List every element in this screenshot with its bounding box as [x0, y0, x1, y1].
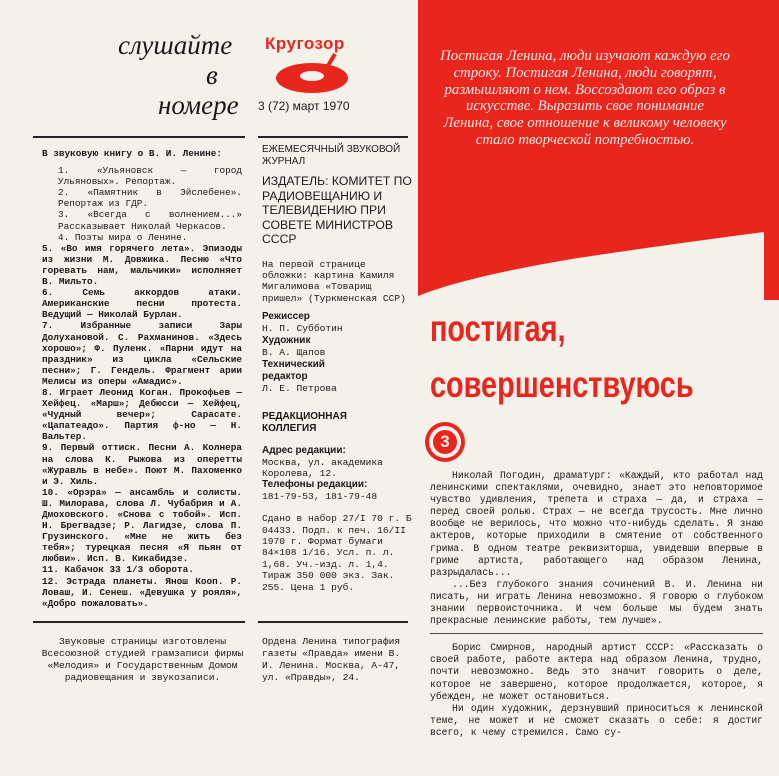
title-line-2: в — [206, 60, 218, 90]
divider — [33, 621, 245, 623]
divider — [33, 136, 245, 138]
divider — [258, 621, 408, 623]
list-item: 12. Эстрада планеты. Янош Кооп. Р. Ловаш, И. Сенеш. «Девушка у рояля», «Добро пожаловать». — [42, 575, 242, 609]
director-name: Н. П. Субботин — [262, 323, 343, 335]
article-paragraph: ...Без глубокого знания сочинений В. И. Ленина ни писать, ни играть Ленина невозможно. Я говорю о глубоком знании первоисточника. И чем больше мы будем знать прекрасные ленинские работы, тем лучше». — [430, 578, 763, 627]
publisher: ИЗДАТЕЛЬ: КОМИТЕТ ПО РАДИОВЕЩАНИЮ И ТЕЛЕВИДЕНИЮ ПРИ СОВЕТЕ МИНИСТРОВ СССР — [262, 174, 412, 246]
list-item: 6. Семь аккордов атаки. Американские песни протеста. Ведущий — Николай Бурлан. — [42, 287, 242, 321]
phones-label: Телефоны редакции: — [262, 479, 368, 491]
page-badge — [425, 422, 465, 462]
headline-line-1: постигая, — [430, 308, 566, 349]
record-icon — [265, 52, 360, 97]
list-item: 8. Играет Леонид Коган. Прокофьев — Хейфец. «Марш»; Дебюсси — Хейфец, «Чудный вечер»; Сарасате. «Цапатеадо». Партия ф-но — Н. Вальтер. — [42, 386, 242, 443]
list-item: 2. «Памятник в Эйслебене». Репортаж из ГДР. — [58, 187, 242, 210]
divider — [430, 633, 763, 634]
headline-line-2: совершенствуюсь — [430, 364, 694, 405]
address-label: Адрес редакции: — [262, 445, 346, 457]
journal-type: ЕЖЕМЕСЯЧНЫЙ ЗВУКОВОЙ ЖУРНАЛ — [262, 144, 401, 167]
contents-list — [42, 148, 242, 609]
list-item: 1. «Ульяновск — город Ульяновых». Репортаж. — [58, 165, 242, 188]
editorial-board: РЕДАКЦИОННАЯ КОЛЛЕГИЯ — [262, 411, 347, 435]
list-item: 9. Первый оттиск. Песни А. Колнера на слова К. Рыжова из оперетты «Журавль в небе». Поют М. Пахоменко и Э. Хиль. — [42, 442, 242, 487]
imprint — [262, 144, 412, 593]
issue-number: 3 (72) март 1970 — [258, 99, 350, 113]
contents-intro: В звуковую книгу о В. И. Ленине: — [42, 148, 223, 159]
logo-text: Кругозор — [265, 34, 345, 53]
director-label: Режиссер — [262, 311, 310, 323]
printer-credit: Ордена Ленина типография газеты «Правда» имени В. И. Ленина. Москва, А-47, ул. «Правды», 24. — [262, 636, 401, 683]
artist-name: В. А. Щапов — [262, 347, 326, 359]
phones: 181-79-53, 181-79-48 — [262, 491, 378, 503]
badge-number: 3 — [440, 432, 450, 451]
studio-credit: Звуковые страницы изготовлены Всесоюзной студией грамзаписи фирмы «Мелодия» и Государственным Домом радиовещания и звукозаписи. — [41, 636, 244, 683]
cover-note: На первой странице обложки: картина Камиля Мигалимова «Товарищ пришел» (Туркменская ССР) — [262, 258, 406, 304]
title-line-3: номере — [158, 90, 239, 120]
artist-label: Художник — [262, 335, 311, 347]
krugozor-logo — [265, 34, 360, 94]
list-item: 4. Поэты мира о Ленине. — [58, 231, 188, 243]
list-item: 5. «Во имя горячего лета». Эпизоды из жизни М. Довжика. Песню «Что горевать нам, мальчики» исполняет В. Мильто. — [42, 242, 242, 288]
address: Москва, ул. академика Королева, 12. — [262, 457, 383, 480]
red-banner-shape — [418, 0, 779, 300]
list-item: 3. «Всегда с волнением...» Рассказывает Николай Черкасов. — [58, 209, 242, 232]
quote: Постигая Ленина, люди изучают каждую его строку. Постигая Ленина, люди говорят, размышляют о нем. Воссоздают его образ в искусстве. Выразить свое понимание Ленина, свое отношение к великому человеку стало творческой потребностью. — [440, 48, 730, 148]
list-item: 7. Избранные записи Зары Долухановой. С. Рахманинов. «Здесь хорошо»; Ф. Пуленк. «Парни идут на праздник» из цикла «Сельские песни»; Г. Гендель. Фрагмент арии Мелисы из оперы «Амадис». — [42, 320, 242, 387]
tech-editor-name: Л. Е. Петрова — [262, 383, 337, 395]
article-body — [430, 470, 763, 739]
title-line-1: слушайте — [118, 30, 233, 60]
red-banner — [418, 0, 779, 300]
list-item: 10. «Орэра» — ансамбль и солисты. Ш. Милорава, слова Л. Чубабрия и А. Дмоховского. «Снова с тобой». Исп. Н. Брегвадзе; Р. Лагидзе, слова П. Грузинского. «Мне не жить без тебя»; турецкая песня «Я пьян от любви». Исп. В. Кикабидзе. — [42, 486, 242, 565]
tech-editor-label: Технический редактор — [262, 359, 325, 383]
article-paragraph: Николай Погодин, драматург: «Каждый, кто работал над ленинскими спектаклями, очевидно, знает это неповторимое чувство удивления, трепета и страха — да, и страха — перед своей ролью. Страх — не всегда трусость. Мне лично вообще не верилось, что можно что-нибудь сделать. Я знаю актеров, которые приходили в смятение от собственного грима. В одном театре реквизиторша, увидевши впервые в гриме артиста, работающего над образом Ленина, разрыдалась... — [430, 470, 763, 578]
list-item: 11. Кабачок 33 1/3 оборота. — [42, 564, 194, 576]
print-info: Сдано в набор 27/I 70 г. Б 04433. Подп. к печ. 16/II 1970 г. Формат бумаги 84×108 1/16. Усл. п. л. 1,68. Уч.-изд. л. 1,4. Тираж 350 000 экз. Зак. 255. Цена 1 руб. — [262, 513, 412, 593]
article-paragraph: Борис Смирнов, народный артист СССР: «Рассказать о своей работе, работе актера над образом Ленина, трудно, почти невозможно. Ведь это значит говорить о деле, которое не завершено, которое продолжается, которое, я убежден, не может остановиться. — [430, 642, 763, 702]
article-paragraph: Ни один художник, дерзнувший приноситься к ленинской теме, не может и не сможет сказать о себе: я достиг всего, к чему стремился. Само су- — [430, 702, 763, 738]
divider — [258, 136, 408, 138]
